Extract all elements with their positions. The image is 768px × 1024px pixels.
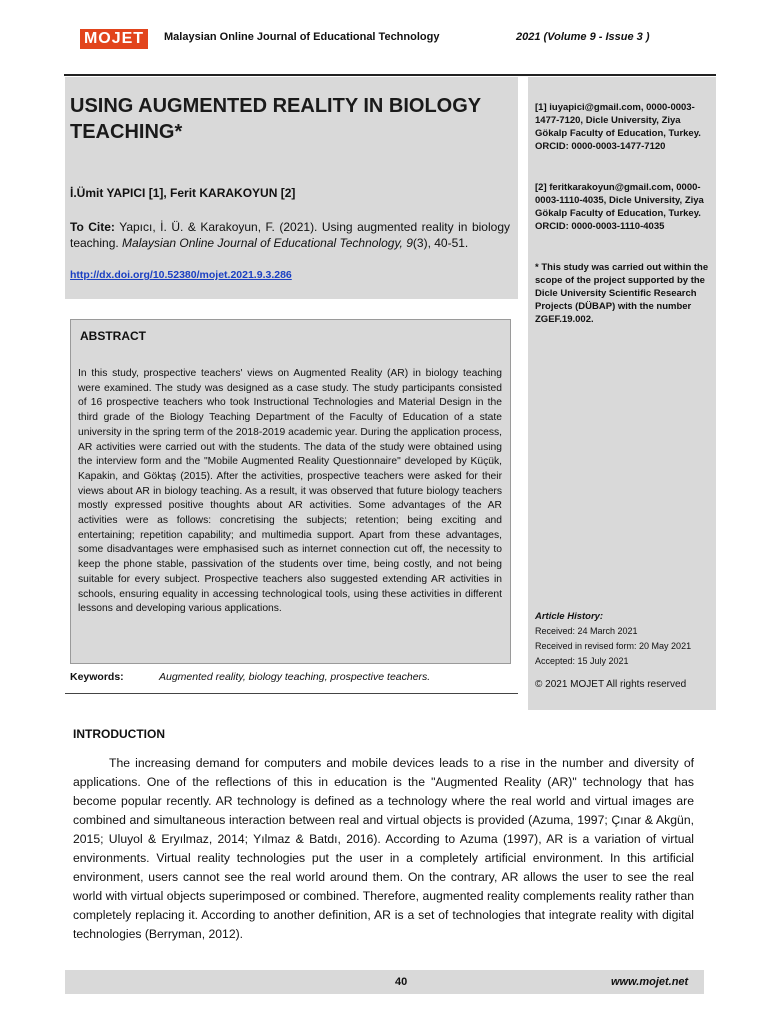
page-number: 40 bbox=[395, 976, 408, 988]
article-authors: İ.Ümit YAPICI [1], Ferit KARAKOYUN [2] bbox=[70, 186, 296, 200]
orcid-2: ORCID: 0000-0003-1110-4035 bbox=[535, 221, 665, 232]
footer-bar bbox=[65, 970, 704, 994]
abstract-heading: ABSTRACT bbox=[80, 329, 146, 343]
cite-label: To Cite: bbox=[70, 220, 115, 234]
cite-text-1: Yapıcı, İ. Ü. & Karakoyun, F. (2021). Using augmented reality in biology teaching. bbox=[70, 220, 510, 250]
affiliation-1-text: [1] iuyapici@gmail.com, 0000-0003-1477-7120, Dicle University, Ziya Gökalp Faculty of Education, Turkey. bbox=[535, 102, 701, 139]
doi-link[interactable]: http://dx.doi.org/10.52380/mojet.2021.9.3.286 bbox=[70, 269, 292, 281]
copyright-notice: © 2021 MOJET All rights reserved bbox=[535, 679, 687, 690]
revised-date: Received in revised form: 20 May 2021 bbox=[535, 641, 692, 651]
issue-info: 2021 (Volume 9 - Issue 3 ) bbox=[516, 31, 650, 43]
article-history bbox=[535, 609, 711, 669]
received-date: Received: 24 March 2021 bbox=[535, 626, 638, 636]
article-title: USING AUGMENTED REALITY IN BIOLOGY TEACHING* bbox=[70, 95, 481, 143]
cite-text-2: (3), 40-51. bbox=[412, 236, 469, 250]
keywords-label: Keywords: bbox=[70, 671, 124, 683]
orcid-1: ORCID: 0000-0003-1477-7120 bbox=[535, 141, 666, 152]
citation bbox=[70, 219, 510, 251]
cite-journal: Malaysian Online Journal of Educational Technology, 9 bbox=[122, 236, 413, 250]
accepted-date: Accepted: 15 July 2021 bbox=[535, 656, 629, 666]
abstract-text: In this study, prospective teachers' views on Augmented Reality (AR) in biology teaching were examined. The study was designed as a case study. The study participants consisted of 16 prospective teachers who took Instructional Technologies and Material Design in the third grade of the Biology Teaching Department of the Faculty of Education of a state university in the spring term of the 2018-2019 academic year. During the application process, AR activities were carried out with the students. The data of the study were obtained using the interview form and the "Mobile Augmented Reality Questionnaire" developed by Küçük, Kapakin, and Göktaş (2015). After the activities, prospective teachers were asked for their views about AR in biology teaching. As a result, it was observed that future biology teachers mostly expressed positive thoughts about AR activities. Some advantages of the AR activities were as follows: concretising the subjects; retention; being exciting and entertaining; repetition capability; and multimedia support. Apart from these advantages, some disadvantages were emphasised such as internet connection cut off, the necessity to keep the phone stable, passivation of the students over time, being costly, and not being suitable for every subject. Prospective teachers also suggested extending AR activities in schools, ensuring equality in accessing technological tools, using these activities in different lessons and developing various applications. bbox=[78, 368, 502, 615]
affiliation-2 bbox=[535, 181, 711, 233]
introduction-heading: INTRODUCTION bbox=[73, 727, 165, 741]
funding-note: * This study was carried out within the scope of the project supported by the Dicle University Scientific Research Projects (DÜBAP) with the number ZGEF.19.002. bbox=[535, 262, 709, 325]
introduction-text: The increasing demand for computers and mobile devices leads to a rise in the number and diversity of applications. One of the reflections of this in education is the "Augmented Reality (AR)" technology that has become popular recently. AR technology is defined as a technology where the real world and virtual images are combined and simultaneous interaction between real and virtual objects is provided (Azuma, 1997; Çınar & Akgün, 2015; Uluyol & Eryılmaz, 2014; Yılmaz & Batdı, 2016). According to Azuma (1997), AR is a variation of virtual environments. Virtual reality technologies put the user in a completely artificial environment. In this artificial environment, users cannot see the real world around them. On the contrary, AR allows the user to see the real world with virtual objects superimposed or combined. Therefore, augmented reality complements reality rather than completely replacing it. According to another definition, AR is a set of technologies that integrate reality with digital technologies (Berryman, 2012). bbox=[73, 756, 694, 941]
history-heading: Article History: bbox=[535, 611, 604, 622]
affiliation-1 bbox=[535, 101, 711, 153]
keywords-value: Augmented reality, biology teaching, prospective teachers. bbox=[159, 671, 431, 683]
journal-name: Malaysian Online Journal of Educational Technology bbox=[164, 31, 440, 43]
footer-url[interactable]: www.mojet.net bbox=[611, 976, 689, 988]
header-divider bbox=[64, 74, 716, 76]
journal-logo: MOJET bbox=[80, 29, 148, 49]
affiliation-2-text: [2] feritkarakoyun@gmail.com, 0000-0003-1110-4035, Dicle University, Ziya Gökalp Faculty of Education, Turkey. bbox=[535, 182, 704, 219]
